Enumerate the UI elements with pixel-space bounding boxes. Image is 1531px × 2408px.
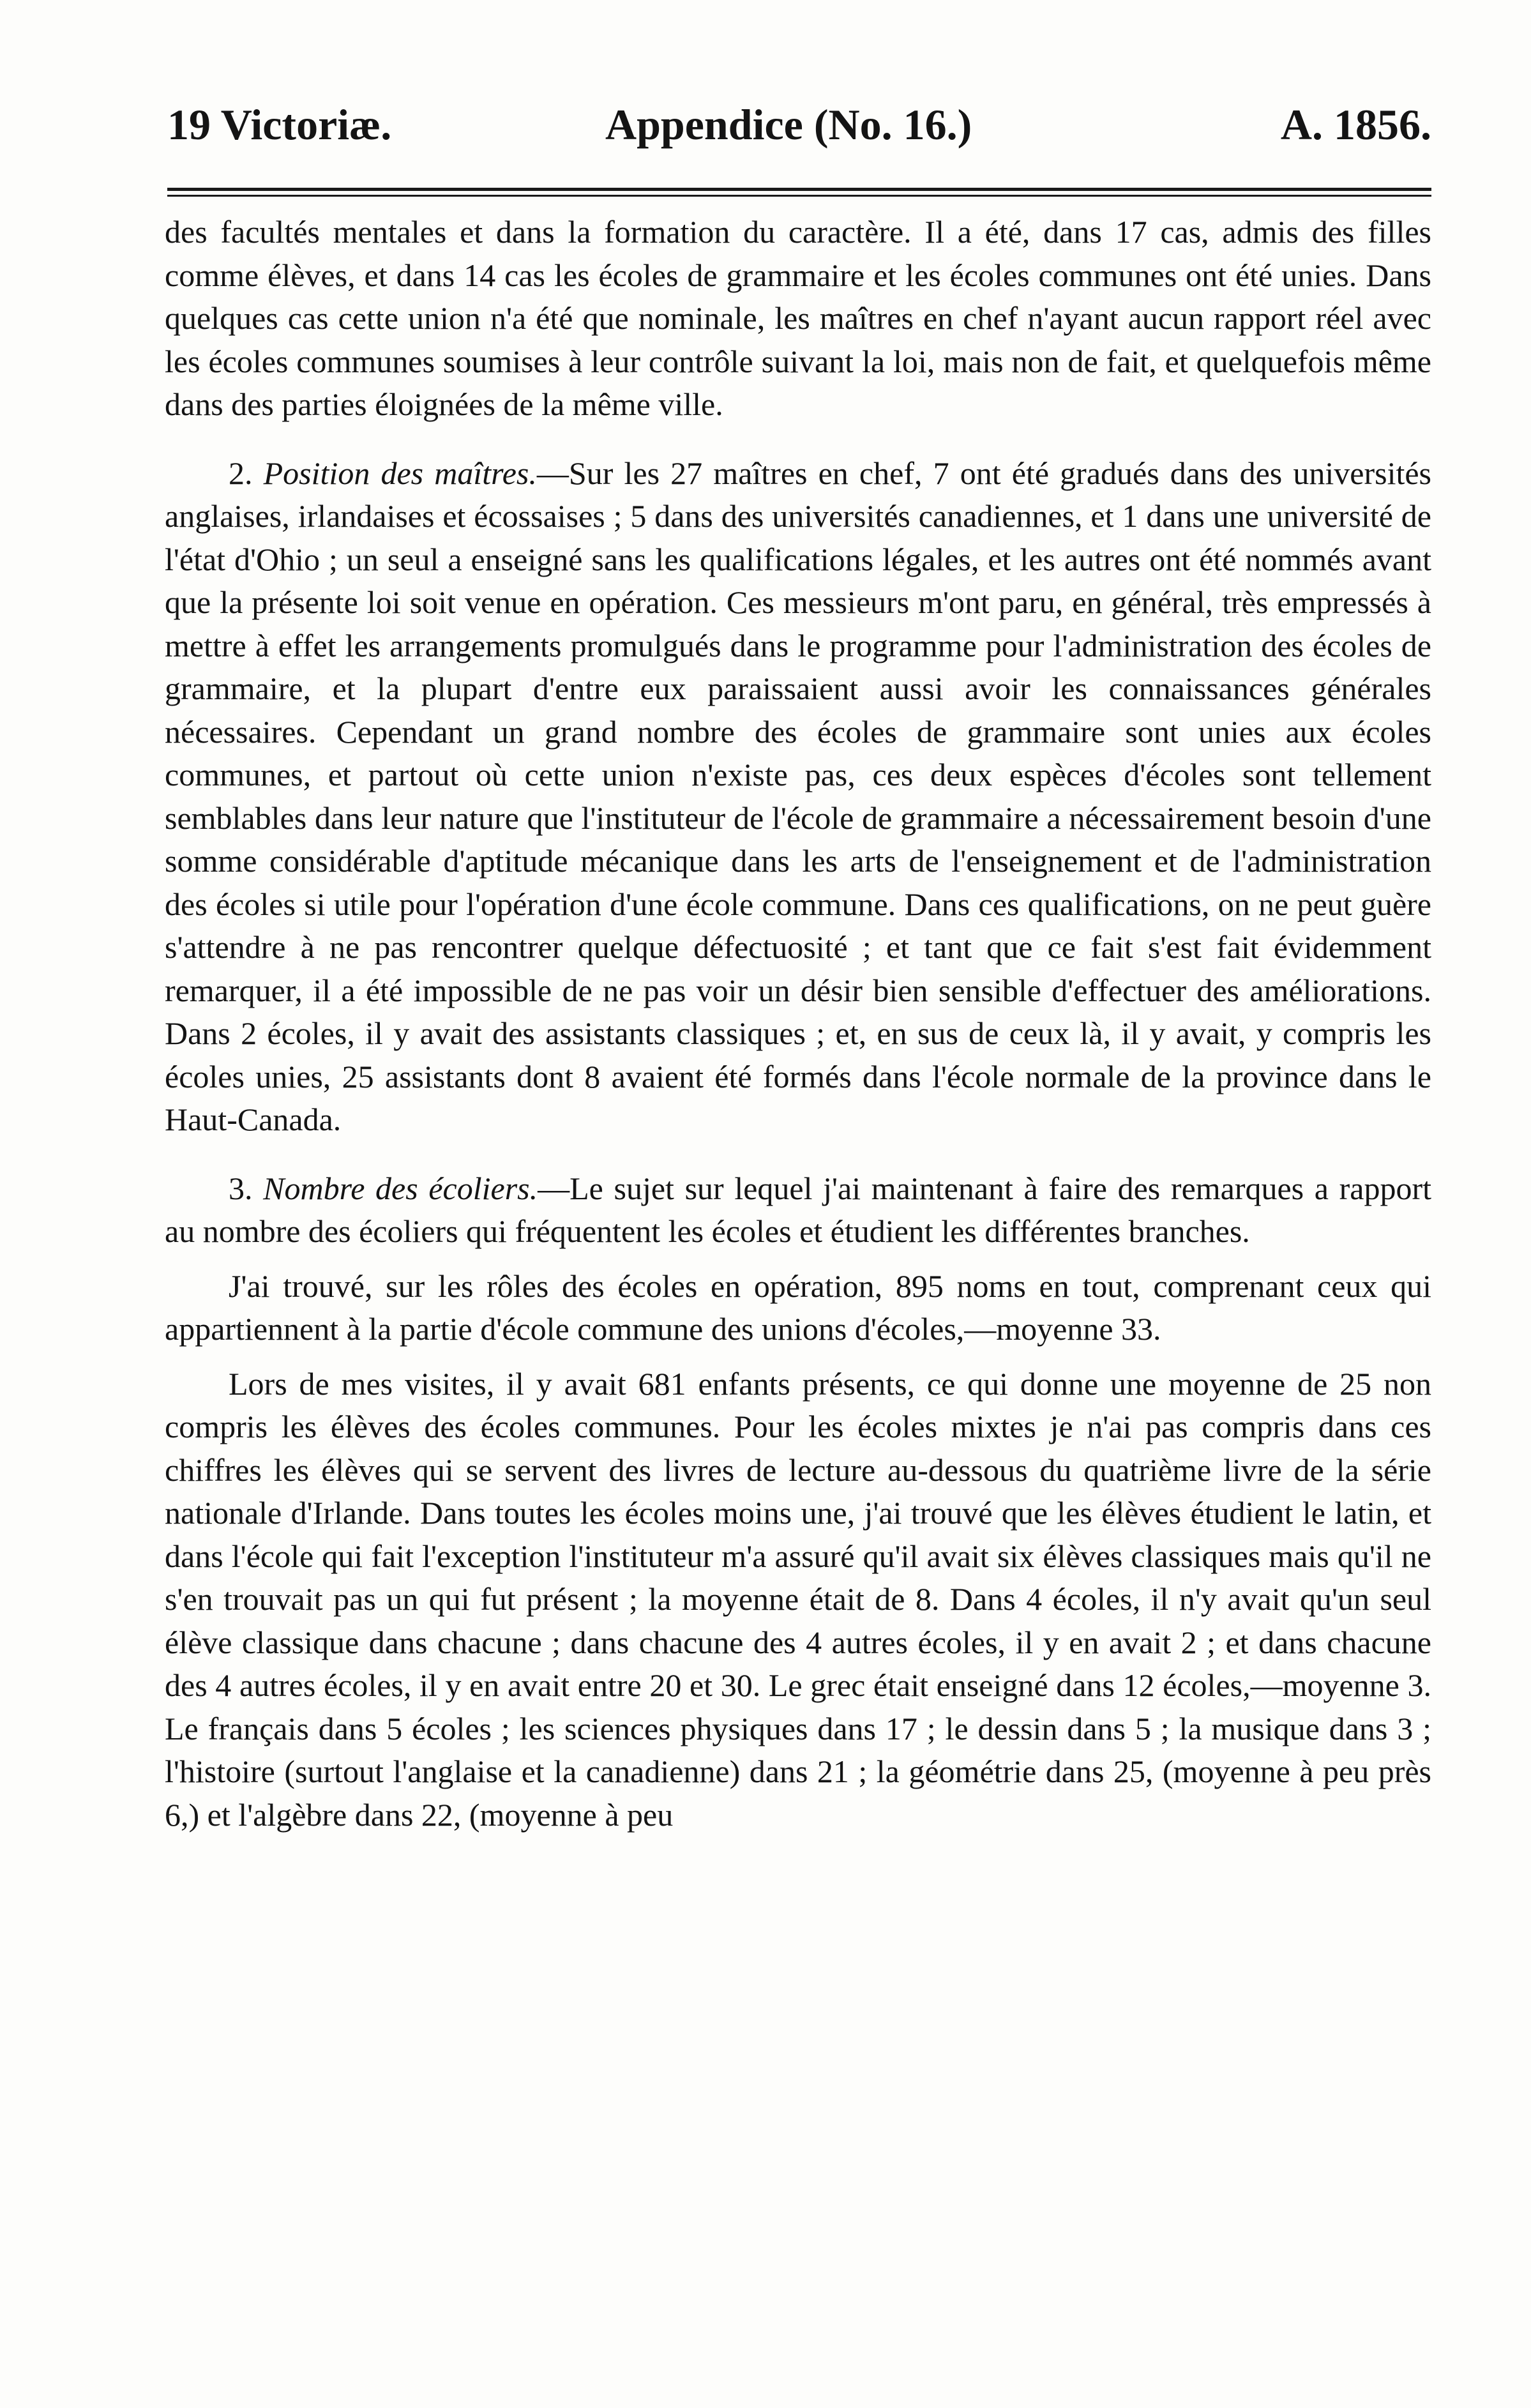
body-text <box>165 211 1431 1836</box>
section-heading-nombre-des-ecoliers: Nombre des écoliers. <box>263 1170 538 1206</box>
header-rule-thick <box>167 188 1431 191</box>
header-appendix-title: Appendice (No. 16.) <box>605 100 972 149</box>
section-body: —Sur les 27 maîtres en chef, 7 ont été gradués dans des universités anglaises, irlandaises et écossaises ; 5 dans des universités canadiennes, et 1 dans une université de l'état d'Ohio ; un seul a enseigné sans les qualifications légales, et les autres ont été nommés avant que la présente loi soit venue en opération. Ces messieurs m'ont paru, en général, très empressés à mettre à effet les arrangements promulgués dans le programme pour l'administration des écoles de grammaire, et la plupart d'entre eux paraissaient aussi avoir les connaissances générales nécessaires. Cependant un grand nombre des écoles de grammaire sont unies aux écoles communes, et partout où cette union n'existe pas, ces deux espèces d'écoles sont tellement semblables dans leur nature que l'instituteur de l'école de grammaire a nécessairement besoin d'une somme considérable d'aptitude mécanique dans les arts de l'enseignement et de l'administration des écoles si utile pour l'opération d'une école commune. Dans ces qualifications, on ne peut guère s'attendre à ne pas rencontrer quelque défectuosité ; et tant que ce fait s'est fait évidemment remarquer, il a été impossible de ne pas voir un désir bien sensible d'effectuer des améliorations. Dans 2 écoles, il y avait des assistants classiques ; et, en sus de ceux là, il y avait, y compris les écoles unies, 25 assistants dont 8 avaient été formés dans l'école normale de la province dans le Haut-Canada. <box>165 455 1431 1137</box>
paragraph-roles-des-ecoles: J'ai trouvé, sur les rôles des écoles en opération, 895 noms en tout, comprenant ceux qui appartiennent à la partie d'école commune des unions d'écoles,—moyenne 33. <box>165 1268 1431 1347</box>
paragraph-visites: Lors de mes visites, il y avait 681 enfants présents, ce qui donne une moyenne de 25 non compris les élèves des écoles communes. Pour les écoles mixtes je n'ai pas compris dans ces chiffres les élèves qui se servent des livres de lecture au-dessous du quatrième livre de la série nationale d'Irlande. Dans toutes les écoles moins une, j'ai trouvé que les élèves étudient le latin, et dans l'école qui fait l'exception l'instituteur m'a assuré qu'il avait six élèves classiques mais qu'il ne s'en trouvait pas un qui fut présent ; la moyenne était de 8. Dans 4 écoles, il n'y avait qu'un seul élève classique dans chacune ; dans chacune des 4 autres écoles, il y en avait 2 ; et dans chacune des 4 autres écoles, il y en avait entre 20 et 30. Le grec était enseigné dans 12 écoles,—moyenne 3. Le français dans 5 écoles ; les sciences physiques dans 17 ; le dessin dans 5 ; la musique dans 3 ; l'histoire (surtout l'anglaise et la canadienne) dans 21 ; la géométrie dans 25, (moyenne à peu près 6,) et l'algèbre dans 22, (moyenne à peu <box>165 1365 1431 1833</box>
paragraph-continuation: des facultés mentales et dans la formation du caractère. Il a été, dans 17 cas, admis des filles comme élèves, et dans 14 cas les écoles de grammaire et les écoles communes ont été unies. Dans quelques cas cette union n'a été que nominale, les maîtres en chef n'ayant aucun rapport réel avec les écoles communes soumises à leur contrôle suivant la loi, mais non de fait, et quelquefois même dans des parties éloignées de la même ville. <box>165 214 1431 422</box>
header-year: A. 1856. <box>1280 100 1431 149</box>
section-number: 2. <box>229 455 264 491</box>
header-rule-thin <box>167 195 1431 197</box>
section-body: —Le sujet sur lequel j'ai maintenant à faire des remarques a rapport au nombre des écoliers qui fréquentent les écoles et étudient les différentes branches. <box>165 1170 1432 1249</box>
page-header <box>167 96 1431 153</box>
header-session: 19 Victoriæ. <box>167 100 392 149</box>
section-number: 3. <box>229 1170 264 1206</box>
paragraph-position-des-maitres <box>165 452 1431 1142</box>
paragraph-nombre-des-ecoliers <box>165 1167 1431 1253</box>
section-heading-position-des-maitres: Position des maîtres. <box>263 455 537 491</box>
